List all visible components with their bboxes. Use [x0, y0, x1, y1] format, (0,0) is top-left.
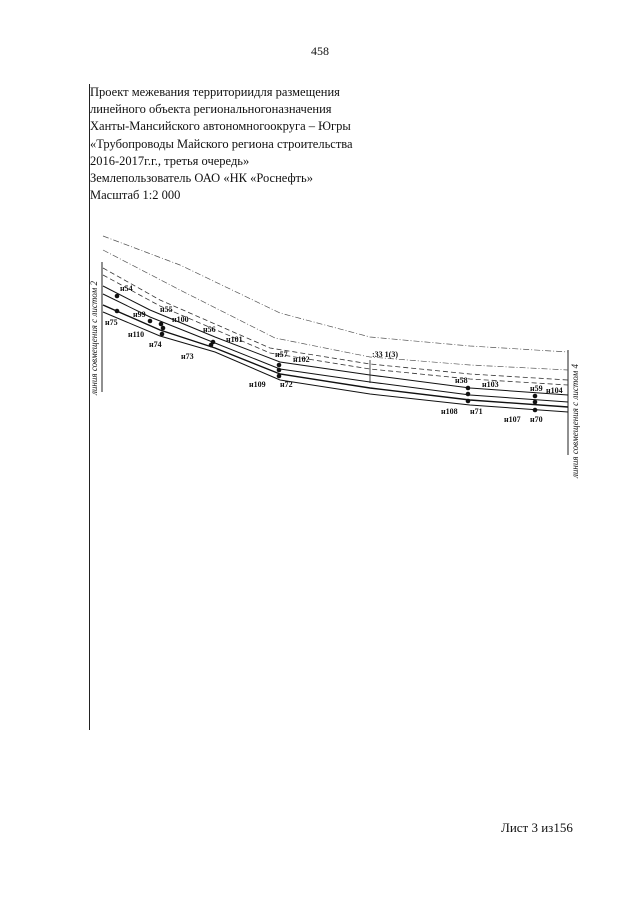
point-label-n101: н101: [226, 335, 243, 344]
survey-point: [466, 386, 471, 391]
survey-point: [533, 408, 538, 413]
point-label-n104: н104: [546, 386, 563, 395]
point-label-n59: н59: [530, 384, 543, 393]
survey-point: [277, 368, 282, 373]
point-label-n56: н56: [203, 325, 216, 334]
point-label-n57: н57: [275, 350, 288, 359]
point-label-n71: н71: [470, 407, 483, 416]
right-match-line-label: линия совмещения с листом 4: [570, 364, 580, 478]
point-label-n107: н107: [504, 415, 521, 424]
point-label-n58: н58: [455, 376, 468, 385]
survey-point: [160, 332, 165, 337]
parcel-label: :33 1(3): [372, 350, 398, 359]
point-label-n100: н100: [172, 315, 189, 324]
survey-point: [533, 394, 538, 399]
point-label-n75: н75: [105, 318, 118, 327]
survey-point: [209, 343, 214, 348]
header-line: линейного объекта региональногоназначения: [90, 102, 332, 117]
point-label-n108: н108: [441, 407, 458, 416]
point-label-n99: н99: [133, 310, 146, 319]
survey-point: [115, 294, 120, 299]
point-label-n110: н110: [128, 330, 145, 339]
survey-point: [277, 374, 282, 379]
header-line: Землепользователь ОАО «НК «Роснефть»: [90, 171, 313, 186]
survey-point: [466, 399, 471, 404]
point-label-n74: н74: [149, 340, 162, 349]
header-line: «Трубопроводы Майского региона строительства: [90, 136, 353, 151]
point-label-n103: н103: [482, 380, 499, 389]
survey-point: [277, 363, 282, 368]
survey-point: [533, 400, 538, 405]
left-match-line-label: линия совмещения с листом 2: [89, 281, 99, 395]
point-label-n70: н70: [530, 415, 543, 424]
point-label-n55: н55: [160, 305, 173, 314]
point-label-n102: н102: [293, 355, 310, 364]
corridor-line: [103, 275, 568, 385]
survey-point: [159, 322, 164, 327]
survey-point: [161, 326, 166, 331]
outer-boundary-line: [103, 250, 568, 370]
survey-point: [115, 309, 120, 314]
pipeline-line: [103, 286, 568, 395]
header-line: 2016-2017г.г., третья очередь»: [90, 153, 250, 168]
survey-point: [148, 319, 153, 324]
survey-point: [466, 392, 471, 397]
sheet-number: Лист 3 из156: [501, 820, 573, 835]
header-line: Ханты-Мансийского автономногоокруга – Югры: [90, 119, 351, 134]
point-label-n73: н73: [181, 352, 194, 361]
page-number: 458: [311, 44, 329, 58]
point-label-n72: н72: [280, 380, 293, 389]
point-label-n109: н109: [249, 380, 266, 389]
point-label-n54: н54: [120, 284, 133, 293]
header-line: Масштаб 1:2 000: [90, 188, 181, 203]
header-line: Проект межевания территориидля размещения: [90, 85, 340, 99]
